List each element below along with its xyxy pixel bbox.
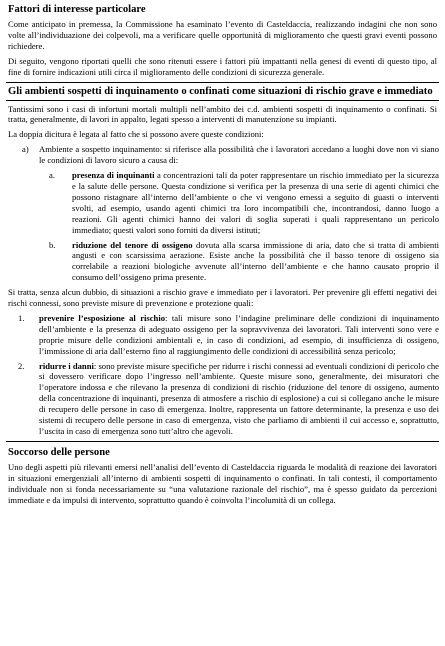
list-item-title: riduzione del tenore di ossigeno (72, 239, 193, 250)
list-item-title: ridurre i danni (39, 360, 94, 371)
list-item-inquinanti (6, 170, 439, 235)
section-heading-soccorso: Soccorso delle persone (6, 441, 439, 462)
list-item-body (72, 240, 439, 284)
list-marker: 2. (18, 360, 25, 371)
list-item-body (72, 170, 439, 235)
list-item-a (6, 144, 439, 166)
list-item-text: dovuta alla scarsa immissione di aria, dato che si tratta di ambienti angusti e con scarsissima aerazione. Esiste anche la possibilità che il basso tenore di ossigeno sia correlabile a reazioni biologiche avvenute all’interno dell’ambiente e che hanno causato proprio il consumo dell’ossigeno prima presente. (72, 239, 439, 283)
list-marker: a. (49, 170, 55, 181)
section-heading-ambienti: Gli ambienti sospetti di inquinamento o confinati come situazioni di rischio grave e immediato (6, 82, 439, 101)
list-item-text: : tali misure sono l’indagine preliminare delle condizioni di inquinamento dell’ambiente e la presenza di adeguato ossigeno per la sopravvivenza dei lavoratori. Tali interventi sono vere e proprie misure delle condizioni ambientali e, in caso di condizioni, ad esempio, di insufficienza di ossigeno, l’immissione di aria dall’esterno fino al raggiungimento delle condizioni di accessibilità senza pericolo; (39, 312, 439, 356)
list-item-text: a concentrazioni tali da poter rappresentare un rischio immediato per la sicurezza e la salute delle persone. Questa condizione si verifica per la presenza di una serie di agenti chimici che possono ristagnare all’interno dell’ambiente o che vi vengono emessi a seguito di guasti o interventi svolti, ad esempio, usando agenti chimici tra loro incompatibili che, incontrandosi, danno luogo a reazioni. Gli agenti chimici hanno dei valori di soglia superati i quali rappresentano un pericolo immediato; questi valori sono forniti da diversi istituti; (72, 170, 439, 235)
list-item-title: prevenire l’esposizione al rischio (39, 312, 166, 323)
paragraph: Uno degli aspetti più rilevanti emersi nell’analisi dell’evento di Casteldaccia riguarda le modalità di reazione dei lavoratori in situazioni emergenziali all’interno di ambienti sospetti di inquinamento o confinati. In tali contesti, il comportamento individuale non si fonda necessariamente su “una valutazione razionale del rischio”, ma è spesso guidato da percezioni immediate e da impulsi di intervento, soprattutto quando è coinvolta l’incolumità di un collega. (8, 461, 437, 505)
list-item-prevenire (6, 313, 439, 357)
paragraph: Si tratta, senza alcun dubbio, di situazioni a rischio grave e immediato per i lavoratori. Per prevenire gli effetti negativi dei rischi connessi, sono previste misure di prevenzione e protezione quali: (8, 287, 437, 309)
list-item-body (39, 361, 439, 437)
paragraph: Come anticipato in premessa, la Commissione ha esaminato l’evento di Casteldaccia, realizzando indagini che non sono volte all’individuazione dei colpevoli, ma a verificare quelle opportunità di miglioramento che questi gravi eventi possono richiedere. (8, 19, 437, 51)
list-item-text: : sono previste misure specifiche per ridurre i rischi connessi ad eventuali condizioni di pericolo che si dovessero verificare dopo l’ingresso nell’ambiente. Queste misure sono, generalmente, dei misuratori che l’operatore indossa e che rilevano la presenza di condizioni di rischio (riduzione del tenore di ossigeno, aumento della concentrazione di inquinanti, presenza di atmosfere a rischio di esplosione) a cui si collegano anche le misure di recupero delle persone in caso di emergenza. Inoltre, rappresenta un fattore determinante, la presenza e uso dei sistemi di recupero delle persone in caso di emergenza, visto che parliamo di ambienti il cui accesso e, soprattutto, l’uscita in caso di emergenza sono tutt’altro che agevoli. (39, 360, 439, 436)
list-item-ridurre (6, 361, 439, 437)
list-marker: 1. (18, 312, 25, 323)
section-heading-fattori: Fattori di interesse particolare (8, 4, 146, 15)
list-item-ossigeno (6, 240, 439, 284)
list-marker: b. (49, 239, 56, 250)
paragraph: Di seguito, vengono riportati quelli che sono ritenuti essere i fattori più impattanti nella genesi di eventi di questo tipo, al fine di fornire indicazioni utili circa il miglioramento delle condizioni di sicurezza generale. (8, 55, 437, 77)
list-item-title: presenza di inquinanti (72, 170, 155, 181)
list-marker: a) (22, 144, 29, 155)
paragraph: La doppia dicitura è legata al fatto che si possono avere queste condizioni: (8, 129, 264, 140)
list-item-text: Ambiente a sospetto inquinamento: si riferisce alla possibilità che i lavoratori accedano a luoghi dove non vi siano le condizioni di lavoro sicuro a causa di: (39, 144, 439, 166)
list-item-body (39, 313, 439, 357)
paragraph: Tantissimi sono i casi di infortuni mortali multipli nell’ambito dei c.d. ambienti sospetti di inquinamento o confinati. Si tratta, generalmente, di lavori in appalto, legati spesso a interventi di manutenzione su impianti. (8, 103, 437, 125)
